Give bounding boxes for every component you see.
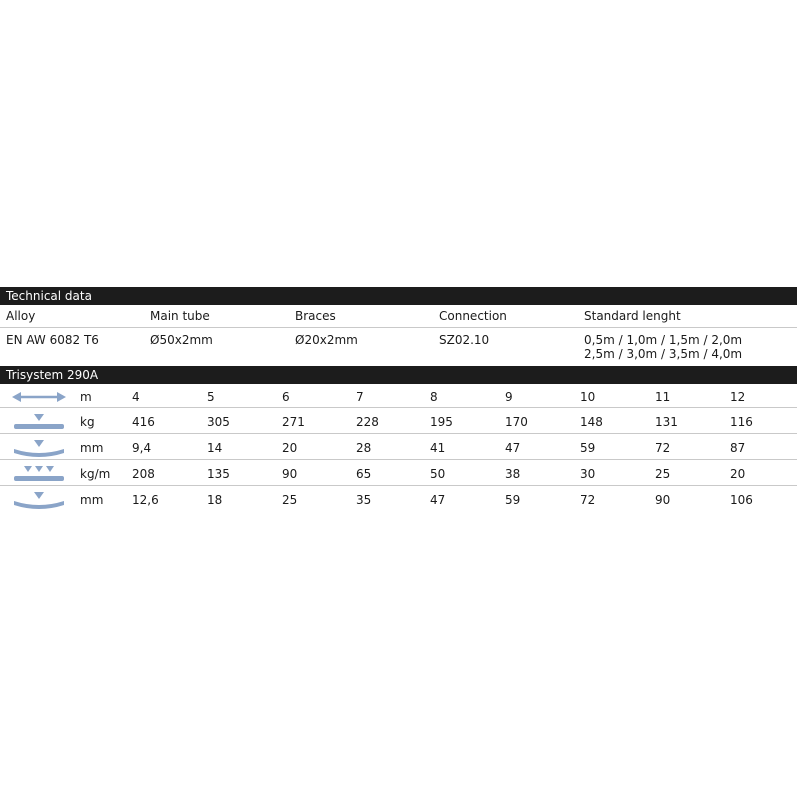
table-cell: 41 xyxy=(430,441,446,455)
center-point-load-icon xyxy=(10,412,68,432)
divider xyxy=(0,485,797,486)
unit-label: kg xyxy=(80,415,95,429)
table-cell: 228 xyxy=(356,415,379,429)
span-length-icon xyxy=(10,389,68,405)
header-braces: Braces xyxy=(295,309,336,323)
distributed-load-icon xyxy=(10,464,68,484)
table-cell: 38 xyxy=(505,467,521,481)
header-standard-length: Standard lenght xyxy=(584,309,681,323)
table-cell: 8 xyxy=(430,390,438,404)
table-cell: 14 xyxy=(207,441,223,455)
table-cell: 90 xyxy=(655,493,671,507)
table-cell: 9 xyxy=(505,390,513,404)
table-cell: 20 xyxy=(730,467,746,481)
header-main-tube: Main tube xyxy=(150,309,210,323)
table-cell: 11 xyxy=(655,390,671,404)
value-main-tube: Ø50x2mm xyxy=(150,333,213,347)
header-connection: Connection xyxy=(439,309,507,323)
table-cell: 50 xyxy=(430,467,446,481)
table-cell: 72 xyxy=(580,493,596,507)
divider xyxy=(0,407,797,408)
table-cell: 59 xyxy=(580,441,596,455)
table-cell: 47 xyxy=(430,493,446,507)
unit-label: mm xyxy=(80,441,104,455)
table-cell: 10 xyxy=(580,390,596,404)
table-cell: 148 xyxy=(580,415,603,429)
point-load-deflection-icon xyxy=(10,438,68,458)
table-cell: 20 xyxy=(282,441,298,455)
value-length-line1: 0,5m / 1,0m / 1,5m / 2,0m xyxy=(584,333,743,347)
value-length-line2: 2,5m / 3,0m / 3,5m / 4,0m xyxy=(584,347,743,361)
table-cell: 30 xyxy=(580,467,596,481)
table-cell: 131 xyxy=(655,415,678,429)
technical-data-header: Technical data xyxy=(0,287,797,305)
table-cell: 12 xyxy=(730,390,746,404)
divider xyxy=(0,327,797,328)
table-cell: 90 xyxy=(282,467,298,481)
table-cell: 28 xyxy=(356,441,372,455)
distributed-load-deflection-icon xyxy=(10,490,68,510)
table-cell: 25 xyxy=(282,493,298,507)
table-cell: 72 xyxy=(655,441,671,455)
table-cell: 116 xyxy=(730,415,753,429)
table-cell: 305 xyxy=(207,415,230,429)
table-cell: 47 xyxy=(505,441,521,455)
value-alloy: EN AW 6082 T6 xyxy=(6,333,99,347)
table-cell: 7 xyxy=(356,390,364,404)
table-cell: 87 xyxy=(730,441,746,455)
table-cell: 5 xyxy=(207,390,215,404)
unit-label: kg/m xyxy=(80,467,111,481)
table-cell: 9,4 xyxy=(132,441,152,455)
header-alloy: Alloy xyxy=(6,309,36,323)
value-connection: SZ02.10 xyxy=(439,333,490,347)
divider xyxy=(0,433,797,434)
table-cell: 170 xyxy=(505,415,528,429)
table-cell: 195 xyxy=(430,415,453,429)
divider xyxy=(0,459,797,460)
value-braces: Ø20x2mm xyxy=(295,333,358,347)
table-cell: 4 xyxy=(132,390,140,404)
table-cell: 135 xyxy=(207,467,230,481)
table-cell: 18 xyxy=(207,493,223,507)
table-cell: 208 xyxy=(132,467,155,481)
unit-label: m xyxy=(80,390,92,404)
trisystem-header: Trisystem 290A xyxy=(0,366,797,384)
table-cell: 25 xyxy=(655,467,671,481)
table-cell: 416 xyxy=(132,415,155,429)
table-cell: 65 xyxy=(356,467,372,481)
table-cell: 106 xyxy=(730,493,753,507)
table-cell: 35 xyxy=(356,493,372,507)
table-cell: 271 xyxy=(282,415,305,429)
unit-label: mm xyxy=(80,493,104,507)
table-cell: 6 xyxy=(282,390,290,404)
table-cell: 12,6 xyxy=(132,493,159,507)
table-cell: 59 xyxy=(505,493,521,507)
